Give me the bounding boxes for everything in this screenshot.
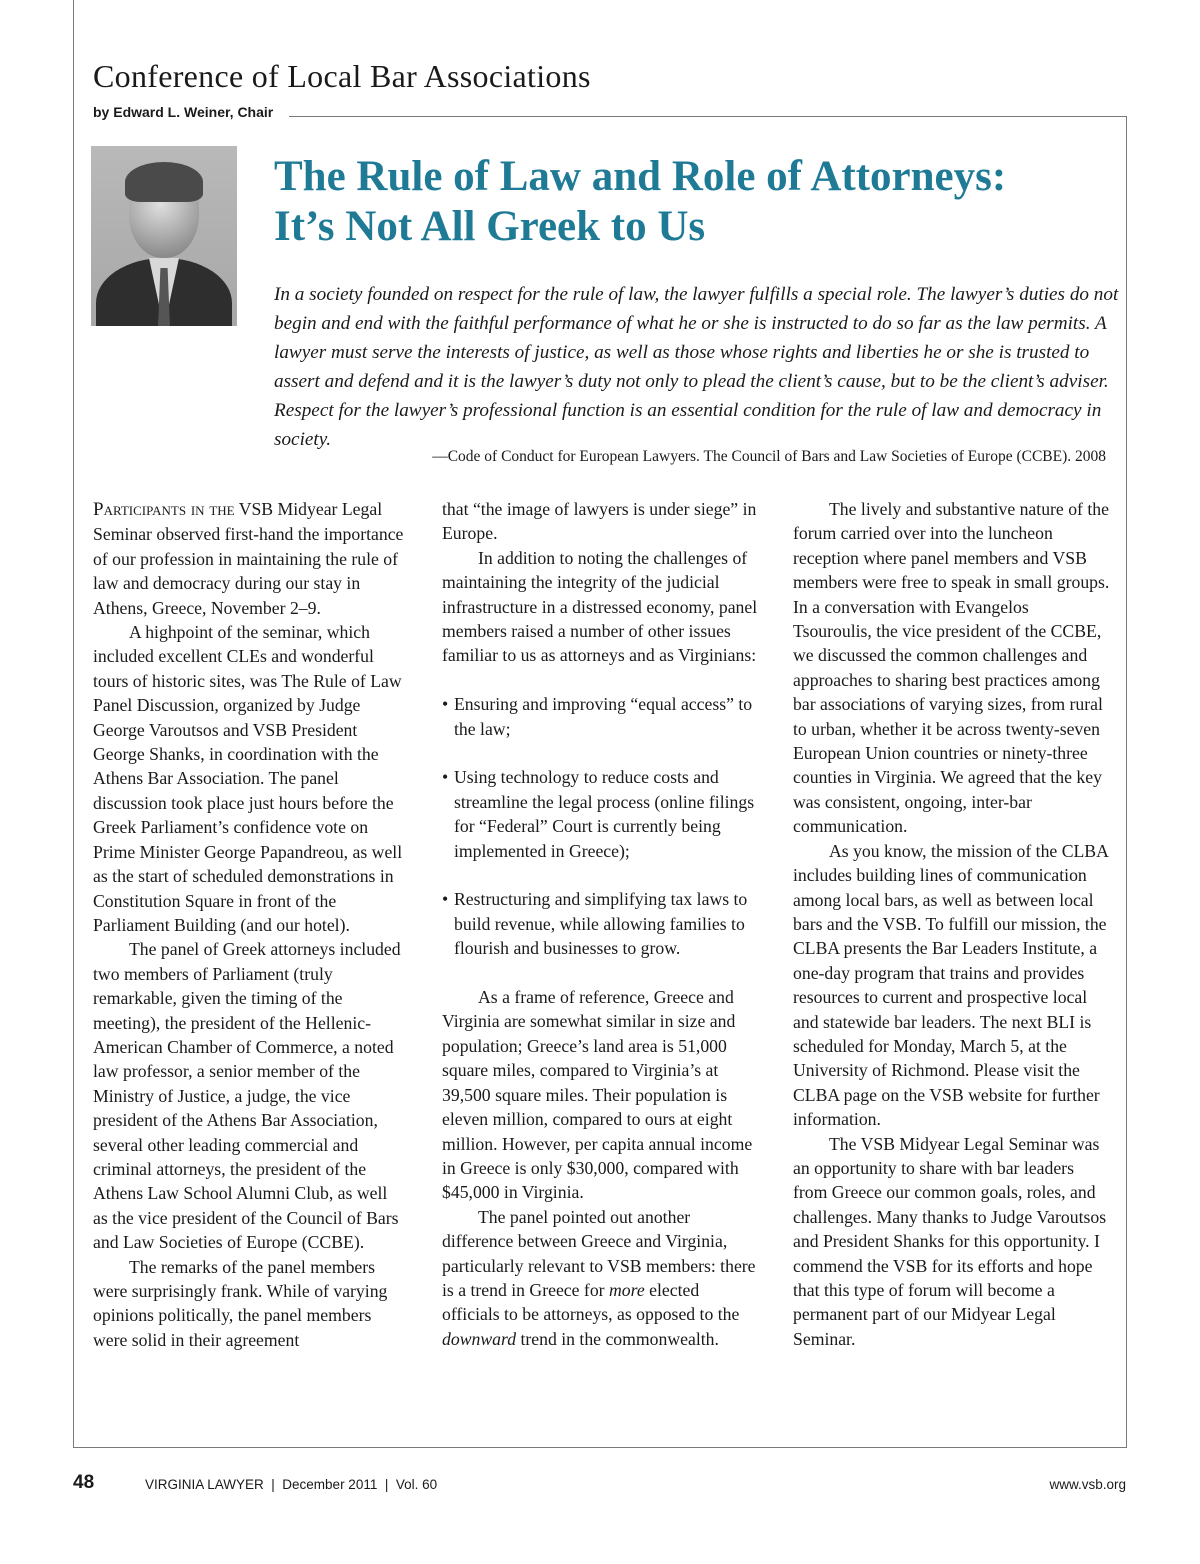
paragraph: A highpoint of the seminar, which included excellent CLEs and wonderful tours of historic sites, was The Rule of Law Panel Discussion, organized by Judge George Varoutsos and VSB President George Shanks, in coordination with the Athens Bar Association. The panel discussion took place just hours before the Greek Parliament’s confidence vote on Prime Minister George Papandreou, as well as the start of scheduled demonstrations in Constitution Square in front of the Parliament Building (and our hotel). — [93, 622, 403, 935]
byline: by Edward L. Weiner, Chair — [93, 104, 274, 120]
lead-in: Participants in the — [93, 499, 235, 520]
paragraph: The panel pointed out another difference between Greece and Virginia, particularly relevant to VSB members: there is a trend in Greece for more elected officials to be attorneys, as opposed to the downward trend in the commonwealth. — [442, 1206, 756, 1349]
paragraph: The panel of Greek attorneys included two members of Parliament (truly remarkable, given the timing of the meeting), the president of the Hellenic-American Chamber of Commerce, a noted law professor, a senior member of the Ministry of Justice, a judge, the vice president of the Athens Bar Association, several other leading commercial and criminal attorneys, the president of the Athens Law School Alumni Club, as well as the vice president of the Council of Bars and Law Societies of Europe (CCBE). — [93, 939, 401, 1253]
frame-bottom-rule — [73, 1447, 1127, 1448]
article-column-2 — [442, 497, 760, 1351]
list-item: • Restructuring and simplifying tax laws to build revenue, while allowing families to flourish and businesses to grow. — [442, 887, 760, 960]
journal-info: VIRGINIA LAWYER | December 2011 | Vol. 60 — [145, 1477, 438, 1492]
website-link[interactable]: www.vsb.org — [1049, 1477, 1126, 1492]
paragraph: that “the image of lawyers is under siege” in Europe. — [442, 499, 757, 544]
frame-right-rule — [1126, 116, 1127, 1448]
frame-left-rule — [73, 0, 74, 1448]
article-column-1 — [93, 497, 405, 1352]
paragraph: As a frame of reference, Greece and Virginia are somewhat similar in size and population; Greece’s land area is 51,000 square miles, compared to Virginia’s at 39,500 square miles. Their population is eleven million, compared to ours at eight million. However, per capita annual income in Greece is only $30,000, compared with $45,000 in Virginia. — [442, 987, 753, 1203]
paragraph: The lively and substantive nature of the forum carried over into the luncheon reception where panel members and VSB members were free to speak in small groups. In a conversation with Evangelos Tsouroulis, the vice president of the CCBE, we discussed the common challenges and approaches to sharing best practices among bar associations of varying sizes, from rural to urban, whether it be across twenty-seven European Union countries or ninety-three counties in Virginia. We agreed that the key was consistent, ongoing, inter-bar communication. — [793, 499, 1110, 837]
paragraph: As you know, the mission of the CLBA includes building lines of communication among local bars, as well as between local bars and the VSB. To fulfill our mission, the CLBA presents the Bar Leaders Institute, a one-day program that trains and provides resources to current and prospective local and statewide bar leaders. The next BLI is scheduled for Monday, March 5, at the University of Richmond. Please visit the CLBA page on the VSB website for further information. — [793, 840, 1108, 1130]
headline-line-1: The Rule of Law and Role of Attorneys: — [274, 153, 1007, 200]
paragraph: Participants in the VSB Midyear Legal Seminar observed first-hand the importance of our profession in maintaining the rule of law and democracy during our stay in Athens, Greece, November 2–9. — [93, 499, 404, 618]
paragraph: The remarks of the panel members were surprisingly frank. While of varying opinions politically, the panel members were solid in their agreement — [93, 1256, 388, 1350]
article-headline — [274, 152, 1006, 252]
headline-line-2: It’s Not All Greek to Us — [274, 203, 706, 250]
author-photo — [91, 146, 237, 326]
issues-list — [442, 692, 760, 960]
article-column-3 — [793, 497, 1111, 1351]
paragraph: In addition to noting the challenges of maintaining the integrity of the judicial infrastructure in a distressed economy, panel members raised a number of other issues familiar to us as attorneys and as Virginians: — [442, 547, 758, 666]
epigraph-quote: In a society founded on respect for the rule of law, the lawyer fulfills a special role. The lawyer’s duties do not begin and end with the faithful performance of what he or she is instructed to do so far as the law permits. A lawyer must serve the interests of justice, as well as those whose rights and liberties he or she is trusted to assert and defend and it is the lawyer’s duty not only to plead the client’s cause, but to be the client’s adviser. Respect for the lawyer’s professional function is an essential condition for the rule of law and democracy in society. — [274, 284, 1119, 450]
list-item: • Ensuring and improving “equal access” to the law; — [442, 692, 760, 741]
list-item: • Using technology to reduce costs and streamline the legal process (online filings for “Federal” Court is currently being implemented in Greece); — [442, 765, 760, 863]
section-title: Conference of Local Bar Associations — [93, 58, 591, 94]
paragraph: The VSB Midyear Legal Seminar was an opportunity to share with bar leaders from Greece our common goals, roles, and challenges. Many thanks to Judge Varoutsos and President Shanks for this opportunity. I commend the VSB for its efforts and hope that this type of forum will become a permanent part of our Midyear Legal Seminar. — [793, 1133, 1107, 1349]
page-number: 48 — [73, 1472, 95, 1493]
frame-top-rule — [289, 116, 1127, 117]
epigraph-attribution: —Code of Conduct for European Lawyers. The Council of Bars and Law Societies of Europe (CCBE). 2008 — [432, 448, 1106, 465]
